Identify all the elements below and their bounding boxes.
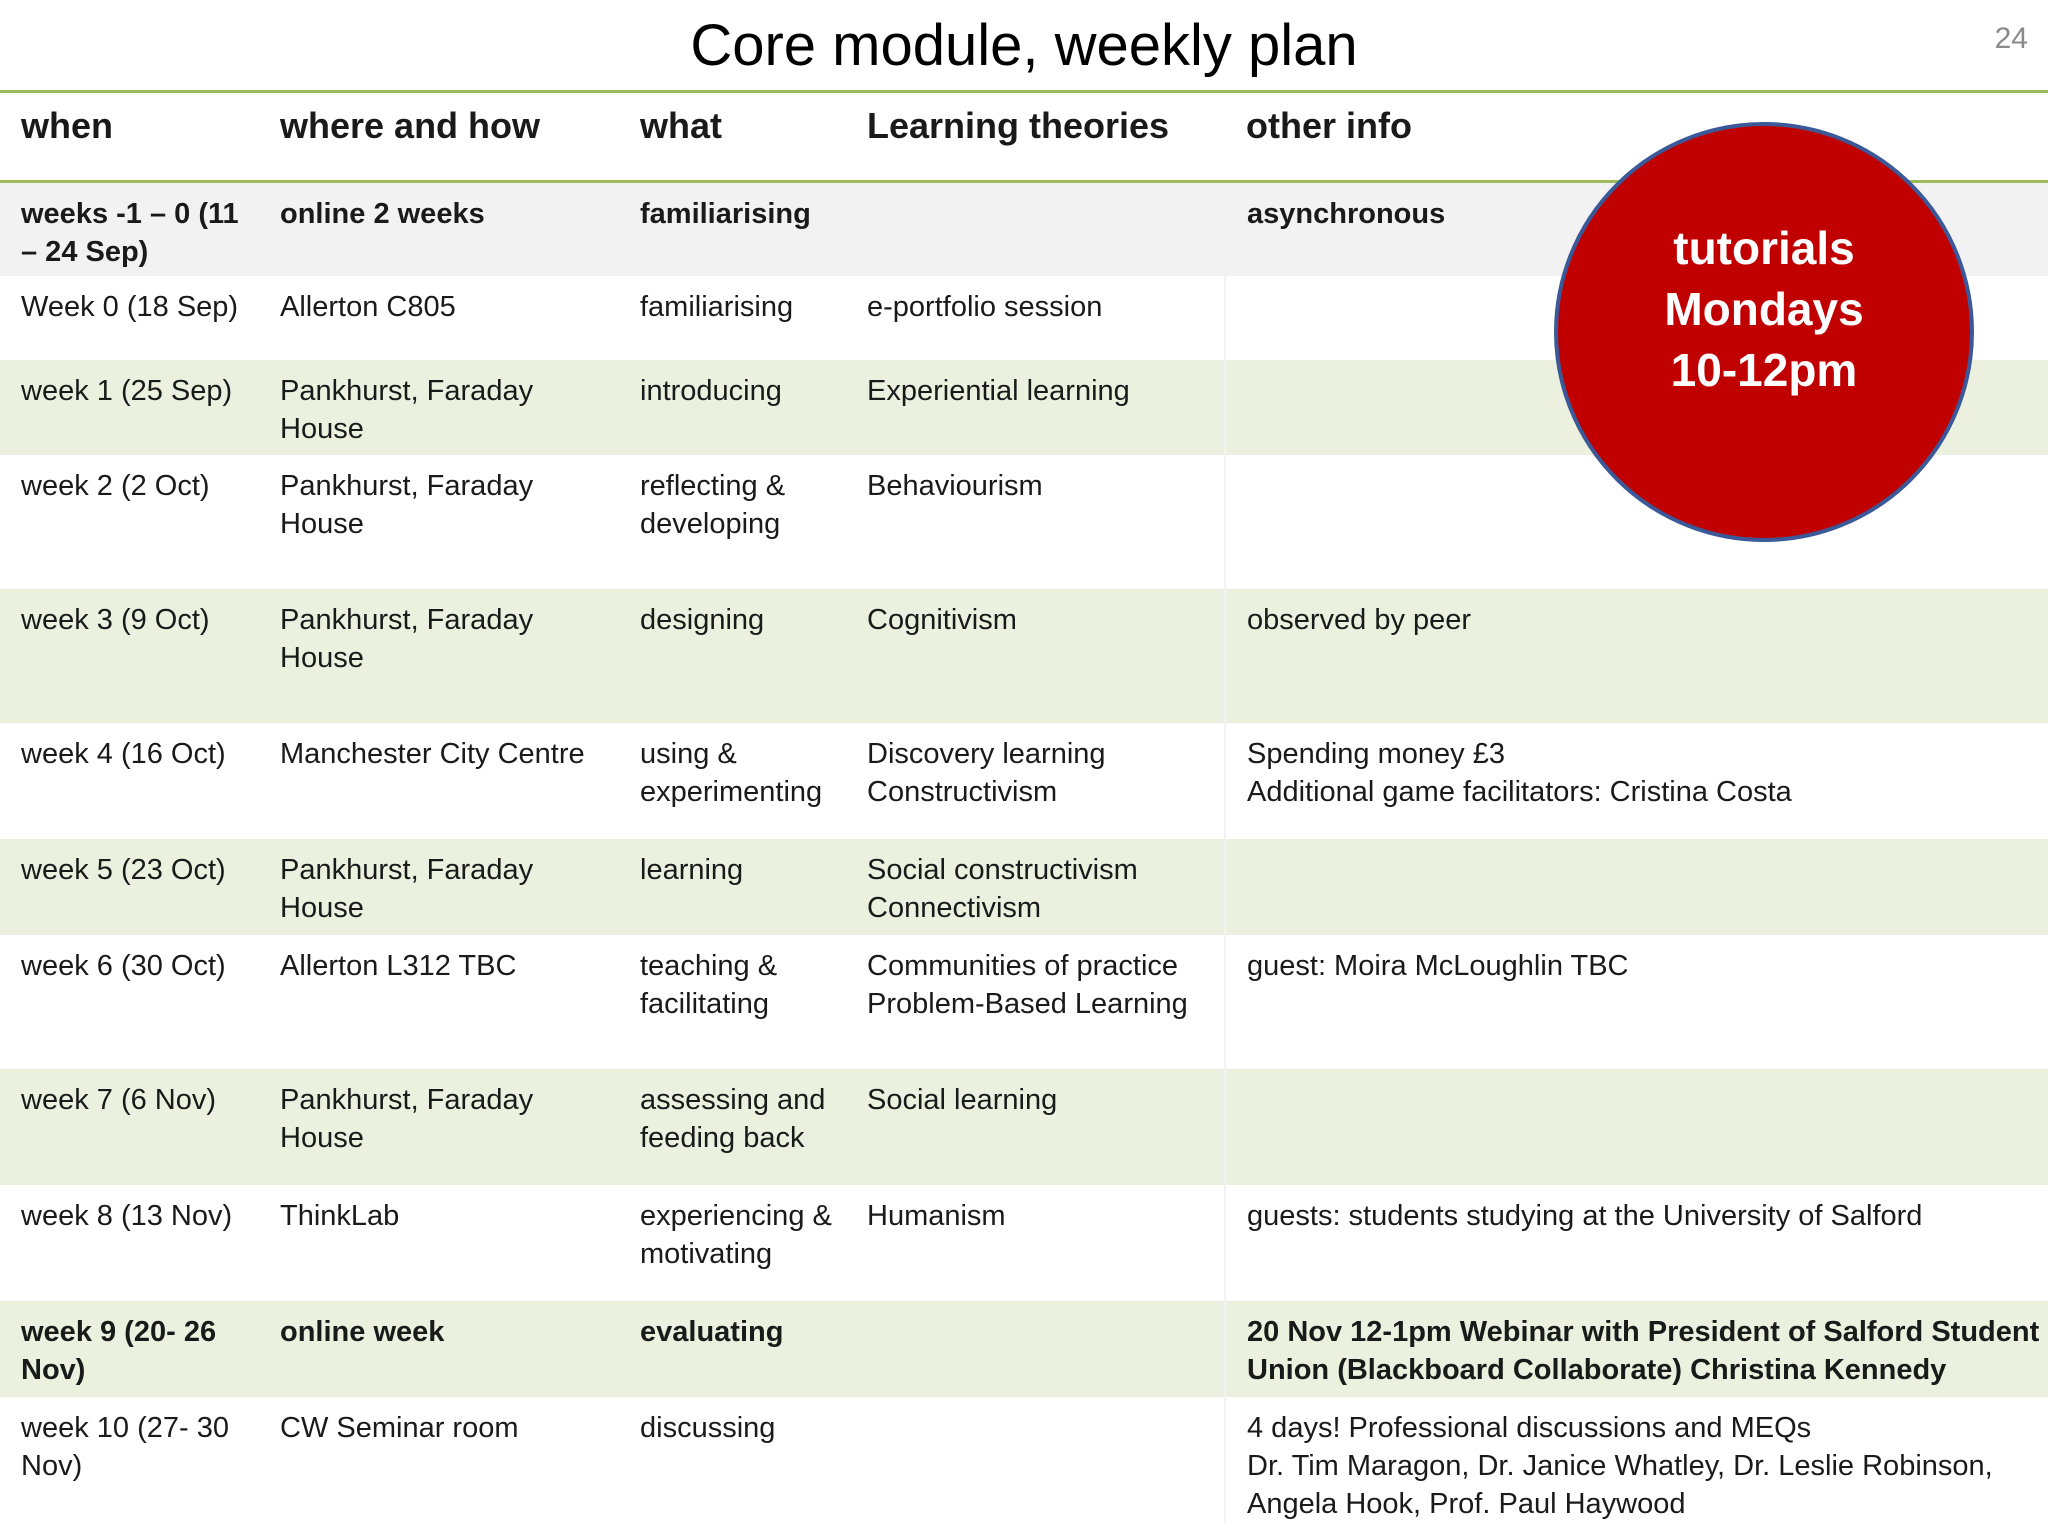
cell-what: introducing [619, 360, 846, 455]
table-row [0, 1185, 2048, 1301]
cell-other-info: 20 Nov 12-1pm Webinar with President of Salford Student Union (Blackboard Collaborate) Christina Kennedy [1225, 1301, 2048, 1397]
table-row [0, 1069, 2048, 1185]
cell-theories: Cognitivism [846, 589, 1225, 723]
cell-what: experiencing & motivating [619, 1185, 846, 1301]
cell-where: Pankhurst, Faraday House [259, 589, 619, 723]
cell-when: Week 0 (18 Sep) [0, 276, 259, 360]
cell-where: Pankhurst, Faraday House [259, 455, 619, 589]
badge-line-3: 10-12pm [1670, 344, 1858, 396]
cell-theories: Social constructivism Connectivism [846, 839, 1225, 935]
header-where: where and how [259, 92, 619, 182]
cell-theories: Experiential learning [846, 360, 1225, 455]
cell-where: Pankhurst, Faraday House [259, 839, 619, 935]
cell-theories: Communities of practice Problem-Based Learning [846, 935, 1225, 1069]
header-when: when [0, 92, 259, 182]
cell-theories [846, 182, 1225, 276]
cell-other-info: asynchronous [1225, 182, 2048, 276]
header-other-info: other info [1225, 92, 2048, 182]
cell-what: reflecting & developing [619, 455, 846, 589]
cell-theories: Humanism [846, 1185, 1225, 1301]
cell-other-info: guests: students studying at the University of Salford [1225, 1185, 2048, 1301]
cell-when: week 5 (23 Oct) [0, 839, 259, 935]
table-row [0, 839, 2048, 935]
cell-when: week 1 (25 Sep) [0, 360, 259, 455]
cell-when: week 2 (2 Oct) [0, 455, 259, 589]
cell-what: assessing and feeding back [619, 1069, 846, 1185]
table-row [0, 1397, 2048, 1523]
cell-theories: Social learning [846, 1069, 1225, 1185]
cell-what: evaluating [619, 1301, 846, 1397]
cell-where: Allerton C805 [259, 276, 619, 360]
tutorials-badge [1554, 122, 1974, 542]
badge-line-1: tutorials [1673, 222, 1855, 274]
table-row [0, 1301, 2048, 1397]
table-row [0, 589, 2048, 723]
cell-where: Pankhurst, Faraday House [259, 1069, 619, 1185]
cell-where: Pankhurst, Faraday House [259, 360, 619, 455]
cell-theories: Discovery learning Constructivism [846, 723, 1225, 839]
cell-when: week 9 (20- 26 Nov) [0, 1301, 259, 1397]
header-theories: Learning theories [846, 92, 1225, 182]
cell-when: week 3 (9 Oct) [0, 589, 259, 723]
slide-number: 24 [1994, 22, 2028, 55]
slide-title: Core module, weekly plan [690, 13, 1358, 78]
cell-where: CW Seminar room [259, 1397, 619, 1523]
cell-other-info: Spending money £3 Additional game facilitators: Cristina Costa [1225, 723, 2048, 839]
cell-where: online week [259, 1301, 619, 1397]
cell-when: week 10 (27- 30 Nov) [0, 1397, 259, 1523]
cell-what: discussing [619, 1397, 846, 1523]
cell-where: online 2 weeks [259, 182, 619, 276]
cell-what: familiarising [619, 276, 846, 360]
cell-what: familiarising [619, 182, 846, 276]
cell-when: week 6 (30 Oct) [0, 935, 259, 1069]
cell-where: ThinkLab [259, 1185, 619, 1301]
cell-what: learning [619, 839, 846, 935]
cell-other-info [1225, 1069, 2048, 1185]
cell-other-info [1225, 839, 2048, 935]
header-what: what [619, 92, 846, 182]
table-row [0, 723, 2048, 839]
cell-when: week 8 (13 Nov) [0, 1185, 259, 1301]
cell-what: designing [619, 589, 846, 723]
cell-theories: e-portfolio session [846, 276, 1225, 360]
cell-where: Manchester City Centre [259, 723, 619, 839]
cell-when: weeks -1 – 0 (11 – 24 Sep) [0, 182, 259, 276]
cell-other-info: 4 days! Professional discussions and MEQs Dr. Tim Maragon, Dr. Janice Whatley, Dr. Leslie Robinson, Angela Hook, Prof. Paul Haywood [1225, 1397, 2048, 1523]
cell-what: teaching & facilitating [619, 935, 846, 1069]
cell-when: week 7 (6 Nov) [0, 1069, 259, 1185]
cell-theories: Behaviourism [846, 455, 1225, 589]
table-row [0, 935, 2048, 1069]
cell-other-info: guest: Moira McLoughlin TBC [1225, 935, 2048, 1069]
cell-what: using & experimenting [619, 723, 846, 839]
cell-other-info: observed by peer [1225, 589, 2048, 723]
cell-where: Allerton L312 TBC [259, 935, 619, 1069]
cell-theories [846, 1397, 1225, 1523]
cell-theories [846, 1301, 1225, 1397]
badge-line-2: Mondays [1664, 283, 1864, 335]
cell-when: week 4 (16 Oct) [0, 723, 259, 839]
